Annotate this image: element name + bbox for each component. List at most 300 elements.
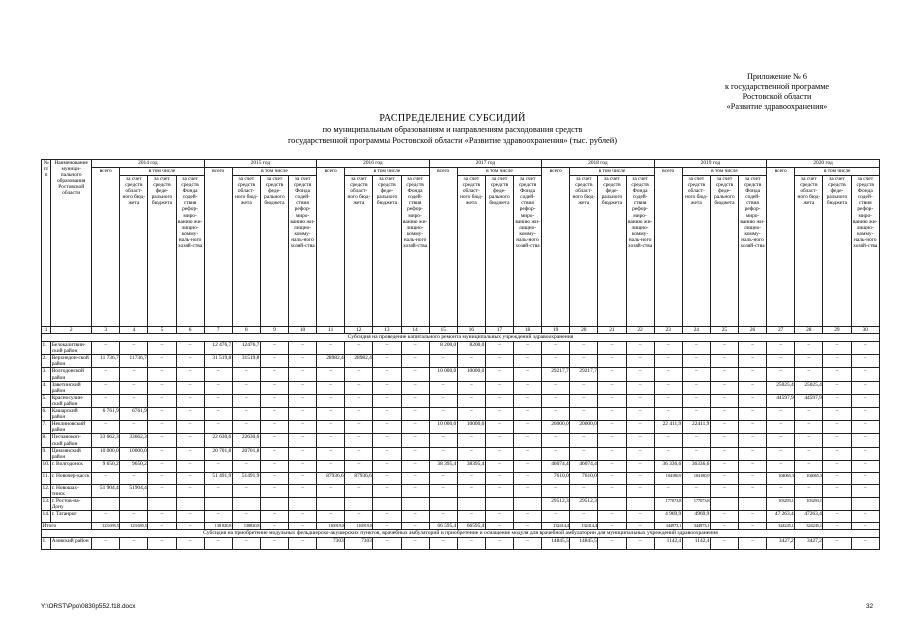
value-cell: – (739, 538, 767, 550)
value-cell: 20 701,8 (204, 447, 232, 460)
value-cell: – (626, 484, 654, 497)
column-number: 16 (457, 327, 485, 334)
table-row (42, 368, 880, 381)
value-cell: 7303 (317, 538, 345, 550)
value-cell: – (767, 460, 795, 472)
value-cell: – (204, 511, 232, 523)
column-number: 8 (232, 327, 260, 334)
row-number: 1. (42, 342, 51, 355)
header-total: всего (204, 168, 232, 327)
value-cell: – (598, 472, 626, 484)
table-row (42, 408, 880, 421)
value-cell: – (514, 408, 542, 421)
value-cell: – (485, 447, 513, 460)
value-cell: – (289, 538, 317, 550)
value-cell: – (598, 447, 626, 460)
value-cell: – (823, 447, 851, 460)
document-title (0, 113, 905, 146)
value-cell: – (401, 447, 429, 460)
value-cell: – (204, 460, 232, 472)
value-cell: – (570, 355, 598, 368)
value-cell: – (176, 538, 204, 550)
total-cell: 138 820,8 (204, 523, 232, 530)
value-cell: – (823, 434, 851, 447)
value-cell: 104180,9 (682, 472, 710, 484)
total-cell: – (823, 523, 851, 530)
header-source: за счет средств област-ного бюд-жета (345, 176, 373, 327)
value-cell: – (429, 381, 457, 394)
value-cell: 51 904,4 (92, 484, 120, 497)
value-cell: 14845,5 (542, 538, 570, 550)
header-incl: в том числе (682, 168, 766, 176)
value-cell: – (485, 368, 513, 381)
value-cell: – (542, 484, 570, 497)
value-cell: – (401, 342, 429, 355)
municipality-name: г. Ростов-на-Дону (51, 497, 92, 510)
header-source: за счет средств област-ного бюд-жета (457, 176, 485, 327)
value-cell: 10 000,0 (429, 421, 457, 434)
value-cell: – (289, 447, 317, 460)
value-cell: – (176, 394, 204, 407)
value-cell: – (485, 408, 513, 421)
value-cell: – (260, 484, 288, 497)
value-cell: – (626, 408, 654, 421)
value-cell: – (739, 460, 767, 472)
total-cell: – (260, 523, 288, 530)
value-cell: – (514, 342, 542, 355)
header-total: всего (767, 168, 795, 327)
value-cell: – (260, 511, 288, 523)
value-cell: – (232, 394, 260, 407)
row-number: 5. (42, 394, 51, 407)
value-cell: 22 411,9 (654, 421, 682, 434)
value-cell: – (514, 472, 542, 484)
value-cell: 28982,4 (317, 355, 345, 368)
header-source: за счет средств Фонда содей-ствия рефор-миро-ванию жи-лищно-комму-наль-ного хозяй-ства (176, 176, 204, 327)
value-cell: 3427,2 (767, 538, 795, 550)
value-cell: – (345, 434, 373, 447)
value-cell: – (176, 472, 204, 484)
municipality-name: Неклиновский район (51, 421, 92, 434)
header-incl: в том числе (570, 168, 654, 176)
value-cell: 14845,5 (570, 538, 598, 550)
value-cell: – (92, 342, 120, 355)
value-cell: – (148, 381, 176, 394)
value-cell (232, 497, 260, 510)
header-source: за счет средств феде-рального бюджета (823, 176, 851, 327)
value-cell: – (682, 381, 710, 394)
value-cell: 4969,9 (682, 511, 710, 523)
value-cell: – (148, 368, 176, 381)
value-cell: – (401, 394, 429, 407)
value-cell: 177073,8 (654, 497, 682, 510)
value-cell: – (401, 381, 429, 394)
header-incl: в том числе (795, 168, 880, 176)
value-cell: – (485, 421, 513, 434)
value-cell: – (598, 434, 626, 447)
value-cell: – (767, 368, 795, 381)
value-cell: – (485, 472, 513, 484)
value-cell: 6 761,9 (92, 408, 120, 421)
value-cell: 12476,7 (232, 342, 260, 355)
value-cell: – (176, 511, 204, 523)
total-cell: 132414,4 (570, 523, 598, 530)
value-cell: – (120, 538, 148, 550)
value-cell: – (92, 368, 120, 381)
value-cell: – (542, 447, 570, 460)
value-cell: – (317, 394, 345, 407)
value-cell (626, 497, 654, 510)
value-cell (710, 497, 738, 510)
value-cell: – (542, 394, 570, 407)
value-cell: – (260, 355, 288, 368)
value-cell: – (682, 447, 710, 460)
value-cell: – (317, 408, 345, 421)
value-cell: – (345, 460, 373, 472)
value-cell: 1142,4 (654, 538, 682, 550)
value-cell (176, 497, 204, 510)
value-cell: – (626, 538, 654, 550)
value-cell (345, 497, 373, 510)
value-cell: – (514, 355, 542, 368)
value-cell: – (682, 368, 710, 381)
total-row (42, 523, 880, 530)
value-cell: – (92, 472, 120, 484)
value-cell (457, 497, 485, 510)
column-number: 7 (204, 327, 232, 334)
value-cell: – (485, 538, 513, 550)
column-number: 12 (345, 327, 373, 334)
value-cell: – (851, 511, 880, 523)
value-cell: – (232, 538, 260, 550)
header-total: всего (654, 168, 682, 327)
value-cell: – (289, 342, 317, 355)
value-cell: – (345, 394, 373, 407)
header-source: за счет средств област-ного бюд-жета (120, 176, 148, 327)
header-source: за счет средств Фонда содей-ствия рефор-миро-ванию жи-лищно-комму-наль-ного хозяй-ства (739, 176, 767, 327)
header-row-groups (42, 168, 880, 176)
header-source: за счет средств Фонда содей-ствия рефор-миро-ванию жи-лищно-комму-наль-ного хозяй-ства (626, 176, 654, 327)
value-cell: – (739, 381, 767, 394)
value-cell: – (626, 447, 654, 460)
value-cell: – (767, 434, 795, 447)
total-cell: – (289, 523, 317, 530)
column-number: 6 (176, 327, 204, 334)
value-cell: – (710, 368, 738, 381)
row-number: 6. (42, 408, 51, 421)
header-row-years (42, 160, 880, 168)
value-cell: – (823, 355, 851, 368)
value-cell: – (767, 355, 795, 368)
value-cell: – (654, 408, 682, 421)
value-cell: – (542, 408, 570, 421)
value-cell: – (739, 447, 767, 460)
value-cell: – (598, 538, 626, 550)
value-cell: – (514, 368, 542, 381)
total-cell: 66595,4 (457, 523, 485, 530)
value-cell: – (120, 368, 148, 381)
value-cell: – (823, 538, 851, 550)
column-number: 27 (767, 327, 795, 334)
value-cell: – (795, 408, 823, 421)
header-total: всего (429, 168, 457, 327)
appendix-line-4: «Развитие здравоохранения» (726, 102, 828, 111)
header-year: 2019 год (654, 160, 767, 168)
total-cell: – (626, 523, 654, 530)
value-cell: – (148, 472, 176, 484)
header-source: за счет средств феде-рального бюджета (710, 176, 738, 327)
value-cell: – (795, 355, 823, 368)
value-cell: – (373, 460, 401, 472)
value-cell (401, 497, 429, 510)
value-cell: – (289, 434, 317, 447)
total-cell: 324245,1 (795, 523, 823, 530)
header-source: за счет средств област-ного бюд-жета (682, 176, 710, 327)
column-number: 15 (429, 327, 457, 334)
value-cell: – (514, 484, 542, 497)
total-cell: 123 695,5 (92, 523, 120, 530)
value-cell (851, 497, 880, 510)
value-cell: – (457, 408, 485, 421)
value-cell: – (710, 408, 738, 421)
value-cell: 22 630,6 (204, 434, 232, 447)
value-cell: – (345, 408, 373, 421)
value-cell: 22630,6 (232, 434, 260, 447)
value-cell: – (598, 355, 626, 368)
column-number: 5 (148, 327, 176, 334)
value-cell: – (289, 511, 317, 523)
value-cell (120, 497, 148, 510)
row-number: 1. (42, 538, 51, 550)
value-cell: – (710, 447, 738, 460)
section-capital-repair (42, 334, 880, 342)
value-cell: – (795, 460, 823, 472)
value-cell: 31519,8 (232, 355, 260, 368)
value-cell: – (260, 421, 288, 434)
value-cell: 51491,9 (232, 472, 260, 484)
column-number: 21 (598, 327, 626, 334)
value-cell: – (710, 394, 738, 407)
municipality-name: Красносулин-ский район (51, 394, 92, 407)
value-cell: – (795, 447, 823, 460)
value-cell: – (148, 342, 176, 355)
value-cell: 46074,4 (570, 460, 598, 472)
value-cell: – (823, 408, 851, 421)
header-row-sources (42, 176, 880, 327)
value-cell: – (795, 434, 823, 447)
value-cell: 33 662,3 (92, 434, 120, 447)
row-number: 14. (42, 511, 51, 523)
value-cell: – (92, 538, 120, 550)
value-cell: 1142,4 (682, 538, 710, 550)
title-line-2: по муниципальным образованиям и направлениям расходования средств (322, 125, 583, 134)
value-cell: 25025,4 (767, 381, 795, 394)
value-cell: – (626, 342, 654, 355)
value-cell: – (92, 511, 120, 523)
value-cell: – (148, 408, 176, 421)
value-cell: – (429, 408, 457, 421)
value-cell: – (485, 394, 513, 407)
value-cell: – (232, 511, 260, 523)
value-cell: – (260, 408, 288, 421)
value-cell: – (457, 394, 485, 407)
value-cell: – (823, 421, 851, 434)
value-cell (429, 497, 457, 510)
value-cell (514, 497, 542, 510)
header-source: за счет средств феде-рального бюджета (260, 176, 288, 327)
section-title: Субсидия на приобретение модульных фельдшерско-акушерских пунктов, врачебных амбулаторий и приобретение и оснащение модуля для врачебной амбулатории для муниципальных учреждений здравоохранения (42, 530, 880, 538)
value-cell: – (598, 460, 626, 472)
value-cell: – (148, 421, 176, 434)
value-cell: – (176, 484, 204, 497)
value-cell: – (598, 342, 626, 355)
value-cell: – (289, 355, 317, 368)
value-cell: – (401, 484, 429, 497)
value-cell: – (345, 421, 373, 434)
value-cell: 7610,0 (542, 472, 570, 484)
value-cell: – (373, 355, 401, 368)
table-row (42, 484, 880, 497)
value-cell: 104065,3 (795, 472, 823, 484)
value-cell: – (823, 394, 851, 407)
value-cell: – (457, 472, 485, 484)
row-number: 2. (42, 355, 51, 368)
value-cell (260, 497, 288, 510)
value-cell: – (598, 394, 626, 407)
value-cell: – (710, 511, 738, 523)
value-cell: – (120, 394, 148, 407)
value-cell: 12 476,7 (204, 342, 232, 355)
value-cell: – (457, 484, 485, 497)
value-cell: – (851, 421, 880, 434)
value-cell: – (823, 460, 851, 472)
value-cell: – (710, 484, 738, 497)
value-cell: – (120, 421, 148, 434)
value-cell: – (457, 381, 485, 394)
row-number: 10. (42, 460, 51, 472)
table-row (42, 434, 880, 447)
value-cell: – (429, 511, 457, 523)
value-cell: 6761,9 (120, 408, 148, 421)
value-cell: 87936,6 (345, 472, 373, 484)
total-cell: – (401, 523, 429, 530)
value-cell: – (851, 447, 880, 460)
value-cell: – (570, 434, 598, 447)
value-cell: – (373, 484, 401, 497)
value-cell: – (851, 538, 880, 550)
value-cell: 11736,7 (120, 355, 148, 368)
page-number: 32 (866, 603, 874, 610)
value-cell: – (626, 511, 654, 523)
column-number: 4 (120, 327, 148, 334)
value-cell (148, 497, 176, 510)
value-cell: – (485, 355, 513, 368)
column-number: 11 (317, 327, 345, 334)
value-cell: – (542, 381, 570, 394)
value-cell: – (401, 472, 429, 484)
value-cell: 177073,8 (682, 497, 710, 510)
value-cell (204, 497, 232, 510)
value-cell: – (542, 342, 570, 355)
value-cell: – (176, 355, 204, 368)
value-cell: – (232, 408, 260, 421)
header-source: за счет средств Фонда содей-ствия рефор-миро-ванию жи-лищно-комму-наль-ного хозяй-ства (851, 176, 880, 327)
value-cell: – (373, 538, 401, 550)
value-cell: – (570, 394, 598, 407)
header-source: за счет средств феде-рального бюджета (598, 176, 626, 327)
value-cell: 29217,7 (542, 368, 570, 381)
municipality-name: Белокалитвин-ский район (51, 342, 92, 355)
column-number: 13 (373, 327, 401, 334)
value-cell: – (514, 538, 542, 550)
column-number: 26 (739, 327, 767, 334)
value-cell: – (232, 421, 260, 434)
value-cell: – (373, 421, 401, 434)
row-number: 7. (42, 421, 51, 434)
column-number: 9 (260, 327, 288, 334)
value-cell: 46074,4 (542, 460, 570, 472)
value-cell: – (598, 381, 626, 394)
value-cell: – (457, 355, 485, 368)
total-cell: – (485, 523, 513, 530)
total-cell: 344973,1 (654, 523, 682, 530)
column-number: 10 (289, 327, 317, 334)
value-cell: 9650,2 (120, 460, 148, 472)
file-path: Y:\ORST\Ppo\0830p552.f18.docx (41, 603, 136, 610)
value-cell: – (176, 381, 204, 394)
column-number: 2 (51, 327, 92, 334)
total-cell: – (176, 523, 204, 530)
value-cell: – (92, 394, 120, 407)
value-cell: 51904,4 (120, 484, 148, 497)
column-number: 18 (514, 327, 542, 334)
value-cell: – (598, 408, 626, 421)
header-year: 2014 год (92, 160, 205, 168)
value-cell: – (795, 342, 823, 355)
value-cell: – (682, 394, 710, 407)
value-cell: – (204, 408, 232, 421)
value-cell: 10 000,0 (92, 447, 120, 460)
column-number: 29 (823, 327, 851, 334)
value-cell: – (485, 342, 513, 355)
value-cell: – (682, 355, 710, 368)
total-cell: – (598, 523, 626, 530)
header-incl: в том числе (457, 168, 541, 176)
value-cell: – (148, 538, 176, 550)
value-cell: 44597,9 (795, 394, 823, 407)
value-cell: – (654, 484, 682, 497)
header-name: Наименование муници-пального образования Ростовской области (51, 160, 92, 327)
table-row (42, 447, 880, 460)
value-cell: – (570, 447, 598, 460)
value-cell: – (345, 447, 373, 460)
value-cell: – (795, 421, 823, 434)
total-cell: 324245,1 (767, 523, 795, 530)
value-cell: – (823, 342, 851, 355)
value-cell (92, 497, 120, 510)
total-cell: – (851, 523, 880, 530)
row-number: 3. (42, 368, 51, 381)
value-cell: – (373, 342, 401, 355)
value-cell: – (204, 421, 232, 434)
value-cell: – (823, 381, 851, 394)
column-number: 20 (570, 327, 598, 334)
value-cell: – (289, 368, 317, 381)
value-cell: – (289, 421, 317, 434)
header-source: за счет средств Фонда содей-ствия рефор-миро-ванию жи-лищно-комму-наль-ного хозяй-ства (289, 176, 317, 327)
column-number: 25 (710, 327, 738, 334)
value-cell: 10000,0 (457, 368, 485, 381)
